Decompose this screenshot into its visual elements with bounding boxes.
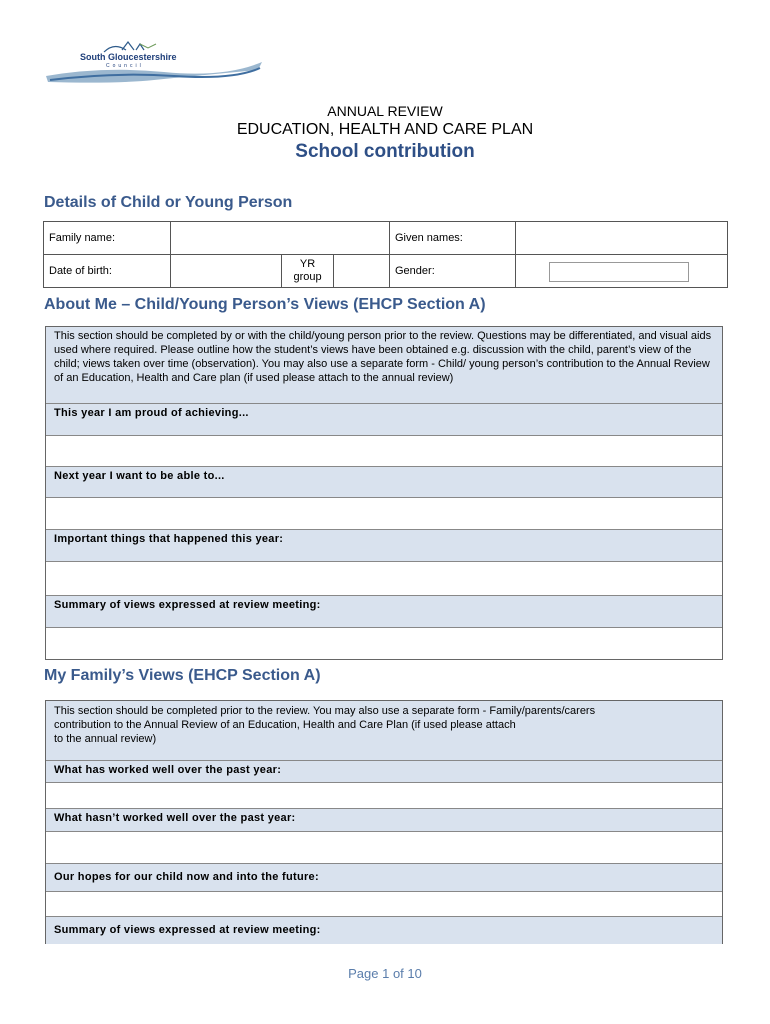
q-important-label: Important things that happened this year: bbox=[54, 533, 284, 545]
group-label: group bbox=[293, 271, 322, 283]
dob-field[interactable] bbox=[170, 255, 282, 288]
given-names-field[interactable] bbox=[515, 222, 727, 255]
q-next-year-row bbox=[46, 466, 722, 497]
form-subtitle: School contribution bbox=[295, 141, 475, 162]
fq-not-worked-row bbox=[46, 808, 722, 831]
q-summary-answer[interactable] bbox=[46, 627, 722, 659]
fq-worked-label: What has worked well over the past year: bbox=[54, 764, 282, 776]
about-me-intro: This section should be completed by or with the child/young person prior to the review. Questions may be differentiated, and visual aids used where required. Please outline how the student’s views have been obtained e.g. discussion with the child, parent’s view of the child; views taken over time (observation). You may also use a separate form - Child/ young person’s contribution to the Annual Review of an Education, Health and Care plan (if used please attach to the annual review) bbox=[54, 330, 712, 384]
q-proud-answer[interactable] bbox=[46, 435, 722, 466]
q-important-row bbox=[46, 529, 722, 561]
family-name-field[interactable] bbox=[170, 222, 389, 255]
about-me-intro-row bbox=[46, 327, 722, 403]
q-proud-row bbox=[46, 403, 722, 435]
family-intro-line3: to the annual review) bbox=[54, 733, 157, 745]
yr-group-field[interactable] bbox=[333, 255, 389, 288]
page-number: Page 1 of 10 bbox=[348, 966, 422, 981]
dob-label: Date of birth: bbox=[44, 255, 171, 288]
fq-worked-row bbox=[46, 760, 722, 782]
form-type: ANNUAL REVIEW bbox=[327, 103, 443, 119]
given-names-label: Given names: bbox=[390, 222, 516, 255]
yr-group-label bbox=[282, 255, 333, 288]
council-logo bbox=[44, 38, 264, 88]
q-next-year-label: Next year I want to be able to... bbox=[54, 470, 225, 482]
q-summary-label: Summary of views expressed at review meeting: bbox=[54, 599, 321, 611]
family-intro-row bbox=[46, 701, 722, 760]
q-important-answer[interactable] bbox=[46, 561, 722, 595]
family-intro-line2: contribution to the Annual Review of an Education, Health and Care Plan (if used please attach bbox=[54, 719, 516, 731]
details-heading: Details of Child or Young Person bbox=[44, 194, 293, 211]
fq-summary-row bbox=[46, 916, 722, 944]
gender-label: Gender: bbox=[390, 255, 516, 288]
fq-not-worked-answer[interactable] bbox=[46, 831, 722, 863]
fq-hopes-answer[interactable] bbox=[46, 891, 722, 916]
fq-summary-label: Summary of views expressed at review meeting: bbox=[54, 924, 321, 936]
family-name-label: Family name: bbox=[44, 222, 171, 255]
q-summary-row bbox=[46, 595, 722, 627]
q-next-year-answer[interactable] bbox=[46, 497, 722, 529]
yr-label: YR bbox=[299, 258, 316, 270]
logo-subtext: Council bbox=[106, 63, 144, 69]
fq-worked-answer[interactable] bbox=[46, 782, 722, 808]
fq-hopes-row bbox=[46, 863, 722, 891]
gender-input[interactable] bbox=[549, 262, 689, 282]
about-me-table bbox=[45, 326, 723, 660]
about-me-heading: About Me – Child/Young Person’s Views (EHCP Section A) bbox=[44, 296, 486, 313]
fq-hopes-label: Our hopes for our child now and into the future: bbox=[54, 871, 319, 883]
family-intro-line1: This section should be completed prior to the review. You may also use a separate form - Family/parents/carers bbox=[54, 705, 596, 717]
logo-text: South Gloucestershire bbox=[80, 52, 177, 62]
q-proud-label: This year I am proud of achieving... bbox=[54, 407, 249, 419]
family-heading: My Family’s Views (EHCP Section A) bbox=[44, 667, 321, 684]
fq-not-worked-label: What hasn’t worked well over the past year: bbox=[54, 812, 296, 824]
family-table bbox=[45, 700, 723, 944]
form-title: EDUCATION, HEALTH AND CARE PLAN bbox=[236, 121, 534, 138]
